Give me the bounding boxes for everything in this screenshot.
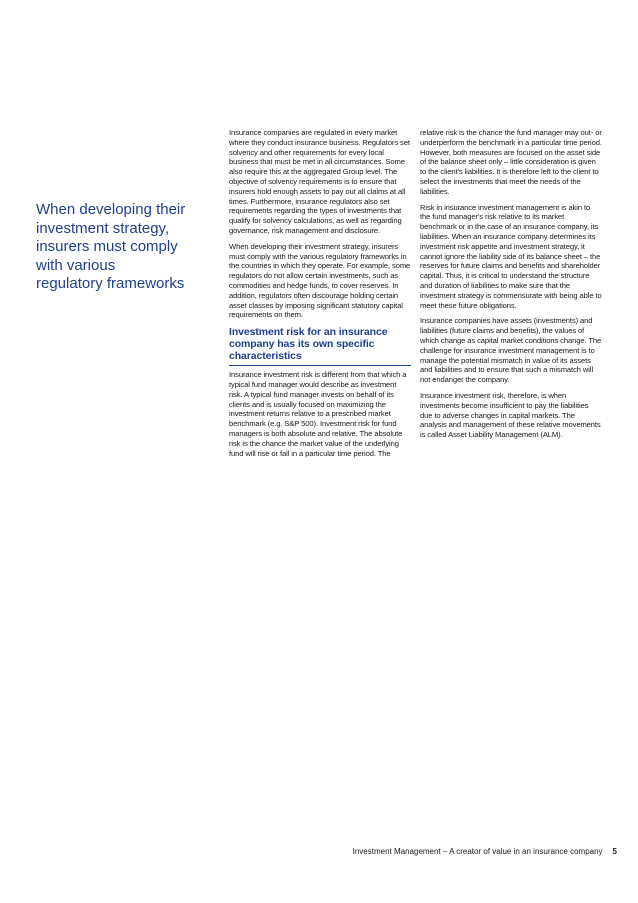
paragraph-investment-strategy: When developing their investment strategy, insurers must comply with the various regulatory frameworks in the countries in which they operate. For example, some regulators do not allow certain investments, such as commodities and hedge funds, to cover reserves. In addition, regulators often discourage holding certain asset classes by imposing significant statutory capital requirements on them. <box>229 241 411 320</box>
section-heading: Investment risk for an insurance company has its own specific characteristics <box>229 326 411 366</box>
page-number: 5 <box>612 847 617 856</box>
paragraph-risk-appetite: Risk in insurance investment management is akin to the fund manager's risk relative to its market benchmark or in the case of an insurance company, its liabilities. When an insurance company determines its investment risk appetite and investment strategy, it cannot ignore the liability side of its balance sheet – the reserves for future claims and benefits and shareholder capital. Thus, it is critical to understand the structure and duration of liabilities to make sure that the investment strategy is commensurate with being able to meet these future obligations. <box>420 202 602 310</box>
pull-quote: When developing their investment strategy, insurers must comply with various regulatory frameworks <box>36 201 186 292</box>
paragraph-regulation: Insurance companies are regulated in every market where they conduct insurance business. Regulators set solvency and other requirements for every local business that must be met in all circumstances. Some also require this at the aggregated Group level. The objective of solvency requirements is to ensure that insurers hold enough assets to pay out all claims at all times. Furthermore, insurance regulators also set requirements regarding the types of investments that qualify for solvency calculations, as well as regarding governance, risk management and disclosure. <box>229 128 410 235</box>
paragraph-assets-liabilities: Insurance companies have assets (investments) and liabilities (future claims and benefits), the values of which change as capital market conditions change. The challenge for insurance investment management is to manage the potential mismatch in value of its assets and liabilities and to ensure that such a mismatch will not endanger the company. <box>420 316 602 385</box>
text-column-left <box>229 128 411 464</box>
paragraph-relative-risk: relative risk is the chance the fund manager may out- or underperform the benchmark in a particular time period. However, both measures are focused on the asset side of the balance sheet only – little consideration is given to the client's liabilities. It is therefore left to the client to select the investments that meet the needs of the liabilities. <box>420 128 602 196</box>
footer-title: Investment Management – A creator of value in an insurance company <box>352 847 603 856</box>
text-column-right <box>420 128 602 446</box>
page-footer <box>353 847 617 857</box>
paragraph-investment-risk: Insurance investment risk is different from that which a typical fund manager would describe as investment risk. A typical fund manager invests on behalf of its clients and is usually focused on maximizing the investment returns relative to a prescribed market benchmark (e.g. S&P 500). Investment risk for fund managers is both absolute and relative. The absolute risk is the chance the market value of the underlying fund will rise or fall in a particular time period. The <box>229 370 407 458</box>
paragraph-alm: Insurance investment risk, therefore, is when investments become insufficient to pay the liabilities due to adverse changes in capital markets. The analysis and management of these relative movements is called Asset Liability Management (ALM). <box>420 390 601 440</box>
